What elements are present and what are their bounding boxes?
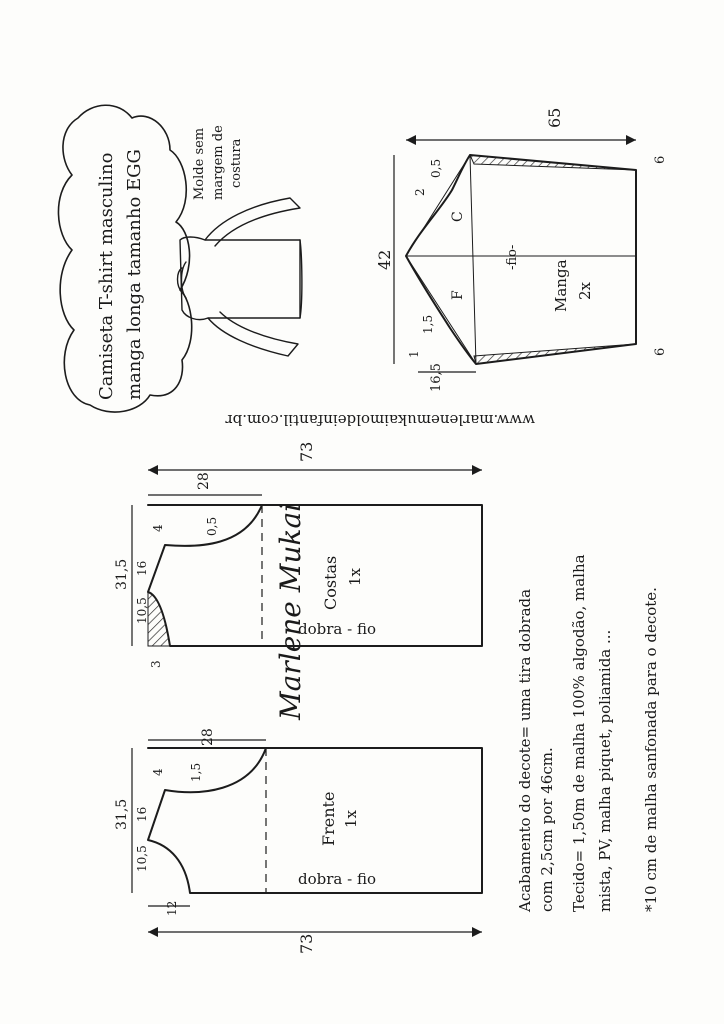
title-line-2: manga longa tamanho EGG bbox=[124, 149, 145, 400]
front-fold-label: dobra - fio bbox=[298, 870, 376, 888]
front-shoulder-drop-label: 4 bbox=[151, 768, 165, 776]
sleeve-mark-2: 1,5 bbox=[421, 314, 435, 334]
note-fabric-line-2: mista, PV, malha piquet, poliamida ... bbox=[596, 629, 614, 912]
sleeve-name: Manga bbox=[552, 259, 570, 312]
note-finish-line-1: Acabamento do decote= uma tira dobrada bbox=[516, 588, 534, 912]
no-seam-note-line-3: costura bbox=[229, 138, 244, 188]
front-top-width-label: 28 bbox=[200, 728, 216, 746]
front-neck-depth-label: 12 bbox=[165, 900, 179, 916]
sleeve-mark-3: 1 bbox=[407, 350, 421, 358]
front-length-arrow-left bbox=[148, 927, 158, 937]
back-half-width-label: 31,5 bbox=[114, 558, 130, 590]
front-neck-width-label: 10,5 bbox=[135, 845, 149, 872]
no-seam-note-line-1: Molde sem bbox=[192, 127, 207, 200]
note-finish-line-2: com 2,5cm por 46cm. bbox=[538, 747, 556, 912]
tshirt-illustration bbox=[178, 198, 302, 356]
sleeve-cap-left-label: 6 bbox=[653, 347, 668, 356]
no-seam-note-line-2: margem de bbox=[211, 125, 226, 200]
front-count: 1x bbox=[342, 809, 360, 828]
signature: Marlene Mukai bbox=[274, 502, 307, 720]
sleeve-width-top-label: 65 bbox=[545, 107, 564, 128]
sleeve-back-letter: C bbox=[450, 211, 466, 222]
back-neck-width-label: 10,5 bbox=[135, 597, 149, 624]
sleeve-mark-0: 0,5 bbox=[429, 158, 443, 178]
back-neck-depth-label: 3 bbox=[149, 660, 163, 668]
front-armhole-label: 1,5 bbox=[189, 762, 203, 782]
front-name: Frente bbox=[319, 791, 338, 846]
back-shoulder-width-label: 16 bbox=[135, 560, 149, 576]
sleeve-outline bbox=[406, 155, 636, 364]
front-length-label: 73 bbox=[297, 933, 316, 954]
back-piece bbox=[132, 465, 482, 646]
sleeve-count: 2x bbox=[576, 281, 594, 300]
note-fabric-line-1: Tecido= 1,50m de malha 100% algodão, malha bbox=[570, 554, 588, 912]
front-length-arrow-right bbox=[472, 927, 482, 937]
back-length-label: 73 bbox=[297, 441, 316, 462]
back-armhole-label: 0,5 bbox=[205, 516, 219, 536]
back-fold-label: dobra - fio bbox=[298, 620, 376, 638]
back-count: 1x bbox=[346, 567, 364, 586]
sleeve-hem-label: 16,5 bbox=[429, 363, 444, 392]
back-length-arrow-right bbox=[472, 465, 482, 475]
back-name: Costas bbox=[321, 555, 340, 610]
back-top-width-label: 28 bbox=[196, 472, 212, 490]
sleeve-grain-label: -fio- bbox=[505, 244, 520, 270]
back-shoulder-drop-label: 4 bbox=[151, 524, 165, 532]
website-url: www.marlenemukaimoldeinfantil.com.br bbox=[225, 411, 535, 429]
sleeve-mark-1: 2 bbox=[413, 188, 427, 196]
sleeve-cap-right-label: 6 bbox=[653, 155, 668, 164]
back-length-arrow-left bbox=[148, 465, 158, 475]
note-collar: *10 cm de malha sanfonada para o decote. bbox=[642, 587, 660, 912]
sleeve-front-letter: F bbox=[450, 290, 466, 300]
sleeve-cap-guide bbox=[406, 155, 636, 364]
sleeve-length-label: 42 bbox=[375, 249, 394, 270]
sleeve-top-arrow-left bbox=[406, 135, 416, 145]
front-half-width-label: 31,5 bbox=[114, 798, 130, 830]
front-piece bbox=[132, 740, 482, 937]
sleeve-top-arrow-right bbox=[626, 135, 636, 145]
title-line-1: Camiseta T-shirt masculino bbox=[96, 152, 117, 400]
back-neck-hatch bbox=[148, 592, 170, 646]
front-shoulder-width-label: 16 bbox=[135, 806, 149, 822]
